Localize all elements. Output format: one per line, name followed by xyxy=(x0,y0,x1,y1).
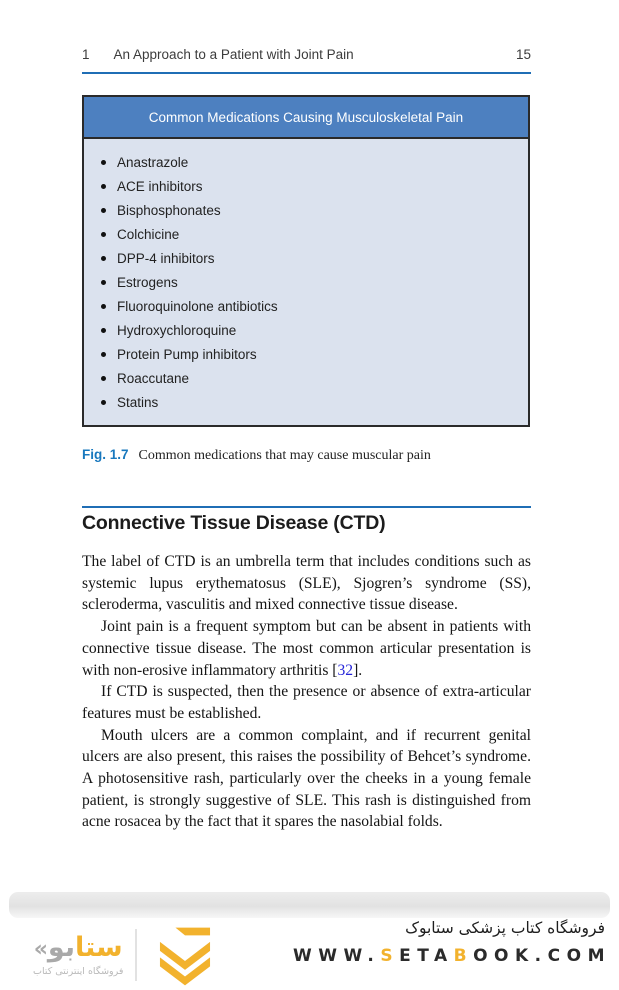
list-item-label: Statins xyxy=(117,394,159,410)
paragraph: The label of CTD is an umbrella term that includes conditions such as systemic lupus erythematosus (SLE), Sjogren’s syndrome (SS), scleroderma, vasculitis and mixed connective tissue disease. xyxy=(82,553,531,614)
url-part-accent: S xyxy=(380,946,400,966)
logo-divider xyxy=(135,929,137,981)
bullet-icon xyxy=(101,160,106,165)
list-item-label: ACE inhibitors xyxy=(117,178,203,194)
bullet-icon xyxy=(101,208,106,213)
list-item-label: DPP-4 inhibitors xyxy=(117,250,215,266)
list-item xyxy=(84,342,528,366)
chapter-title: An Approach to a Patient with Joint Pain xyxy=(113,47,354,62)
list-item xyxy=(84,366,528,390)
list-item-label: Roaccutane xyxy=(117,370,190,386)
medications-table-header: Common Medications Causing Musculoskeletal Pain xyxy=(84,97,528,139)
bullet-icon xyxy=(101,400,106,405)
list-item-label: Hydroxychloroquine xyxy=(117,322,237,338)
bullet-icon xyxy=(101,232,106,237)
chapter-number: 1 xyxy=(82,47,90,62)
bullet-icon xyxy=(101,376,106,381)
bullet-icon xyxy=(101,280,106,285)
bullet-icon xyxy=(101,256,106,261)
store-title: فروشگاه کتاب پزشکی ستابوک xyxy=(405,919,605,937)
paragraph-text: ]. xyxy=(353,661,363,679)
list-item xyxy=(84,294,528,318)
list-item xyxy=(84,150,528,174)
setabook-chevron-icon xyxy=(149,924,221,986)
wordmark-guillemet: « xyxy=(33,936,48,962)
paragraph xyxy=(82,616,531,681)
url-part: ETA xyxy=(399,946,454,966)
list-item xyxy=(84,390,528,414)
medications-table xyxy=(82,95,530,427)
list-item-label: Protein Pump inhibitors xyxy=(117,346,257,362)
footer xyxy=(0,918,619,990)
list-item-label: Anastrazole xyxy=(117,154,189,170)
list-item-label: Estrogens xyxy=(117,274,178,290)
list-item xyxy=(84,174,528,198)
running-head xyxy=(82,47,531,74)
body-text xyxy=(82,551,531,833)
medications-list xyxy=(84,139,528,425)
url-part: OOK.COM xyxy=(473,946,611,966)
setabook-wordmark xyxy=(33,931,123,963)
footer-shadow-band xyxy=(9,892,610,918)
figure-label: Fig. 1.7 xyxy=(82,447,129,462)
wordmark-yellow-part: ستا xyxy=(74,931,123,963)
url-part-accent: B xyxy=(453,946,474,966)
setabook-logo[interactable] xyxy=(33,924,221,986)
section-heading: Connective Tissue Disease (CTD) xyxy=(82,512,386,534)
bullet-icon xyxy=(101,304,106,309)
bullet-icon xyxy=(101,328,106,333)
list-item-label: Bisphosphonates xyxy=(117,202,221,218)
paragraph: If CTD is suspected, then the presence or absence of extra-articular features must be established. xyxy=(82,683,531,722)
figure-caption xyxy=(82,447,531,464)
bullet-icon xyxy=(101,184,106,189)
list-item-label: Colchicine xyxy=(117,226,180,242)
brand-subtitle: فروشگاه اینترنتی کتاب xyxy=(33,965,124,977)
page-number: 15 xyxy=(515,47,531,62)
brand-text xyxy=(33,931,124,977)
figure-caption-text: Common medications that may cause muscular pain xyxy=(138,448,431,463)
list-item-label: Fluoroquinolone antibiotics xyxy=(117,298,278,314)
reference-link-32[interactable]: 32 xyxy=(337,661,354,679)
list-item xyxy=(84,222,528,246)
list-item xyxy=(84,246,528,270)
list-item xyxy=(84,270,528,294)
paragraph-text: Joint pain is a frequent symptom but can be absent in patients with connective tissue disease. The most common articular presentation is with non-erosive inflammatory arthritis [ xyxy=(82,618,531,679)
section-divider xyxy=(82,506,531,508)
bullet-icon xyxy=(101,352,106,357)
website-url[interactable] xyxy=(293,946,611,966)
store-info xyxy=(293,919,611,966)
wordmark-gray-part: بو xyxy=(47,931,75,963)
list-item xyxy=(84,318,528,342)
list-item xyxy=(84,198,528,222)
paragraph: Mouth ulcers are a common complaint, and if recurrent genital ulcers are also present, this raises the possibility of Behcet’s syndrome. A photosensitive rash, particularly over the cheeks in a young female patient, is strongly suggestive of SLE. This rash is distinguished from acne rosacea by the fact that it spares the nasolabial folds. xyxy=(82,726,531,831)
url-part: WWW. xyxy=(293,946,381,966)
